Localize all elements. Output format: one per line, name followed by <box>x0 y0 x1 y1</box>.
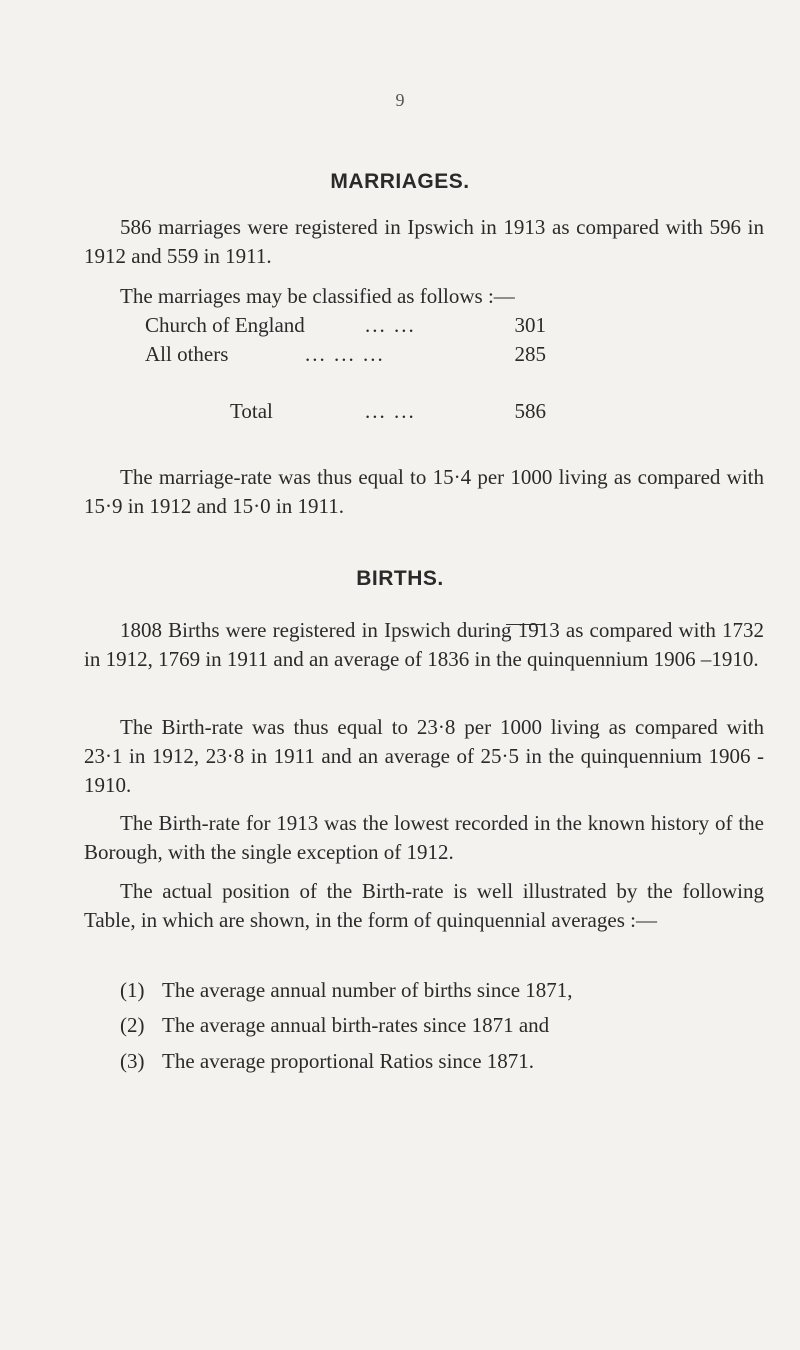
row-value: 301 <box>514 313 546 337</box>
page-number: 9 <box>395 90 405 110</box>
row-value: 285 <box>514 342 546 366</box>
row-label: Church of England <box>145 313 305 337</box>
births-paragraph-3: The Birth-rate for 1913 was the lowest recorded in the known history of the Borough, with the single exception of 1912. <box>84 811 764 864</box>
list-text: The average annual birth-rates since 1871 and <box>162 1013 550 1037</box>
leader-dots: ... ... ... <box>305 342 385 366</box>
total-value: 586 <box>514 399 546 423</box>
row-label: All others <box>145 342 229 366</box>
list-text: The average proportional Ratios since 1871. <box>162 1049 535 1073</box>
marriages-intro: 586 marriages were registered in Ipswich in 1913 as compared with 596 in 1912 and 559 in 1911. <box>84 215 764 268</box>
list-item <box>120 1047 534 1076</box>
list-item <box>120 1011 549 1040</box>
total-label: Total <box>230 399 273 423</box>
list-number: (2) <box>120 1013 145 1037</box>
list-item <box>120 976 573 1005</box>
births-paragraph-2: The Birth-rate was thus equal to 23·8 per 1000 living as compared with 23·1 in 1912, 23·8 in 1911 and an average of 25·5 in the quinquennium 1906 - 1910. <box>84 715 764 797</box>
list-text: The average annual number of births since 1871, <box>162 978 573 1002</box>
marriage-rate-text: The marriage-rate was thus equal to 15·4 per 1000 living as compared with 15·9 in 1912 and 15·0 in 1911. <box>84 465 764 518</box>
leader-dots: ... ... <box>365 399 416 423</box>
list-number: (3) <box>120 1049 145 1073</box>
births-heading: BIRTHS. <box>356 567 444 590</box>
list-number: (1) <box>120 978 145 1002</box>
marriages-heading: MARRIAGES. <box>330 170 470 193</box>
births-paragraph-1: 1808 Births were registered in Ipswich during 1913 as compared with 1732 in 1912, 1769 in 1911 and an average of 1836 in the quinquennium 1906 –1910. <box>84 618 764 671</box>
leader-dots: ... ... <box>365 313 416 337</box>
births-paragraph-4: The actual position of the Birth-rate is well illustrated by the following Table, in which are shown, in the form of quinquennial averages :— <box>84 879 764 932</box>
classification-intro: The marriages may be classified as follows :— <box>120 284 515 308</box>
